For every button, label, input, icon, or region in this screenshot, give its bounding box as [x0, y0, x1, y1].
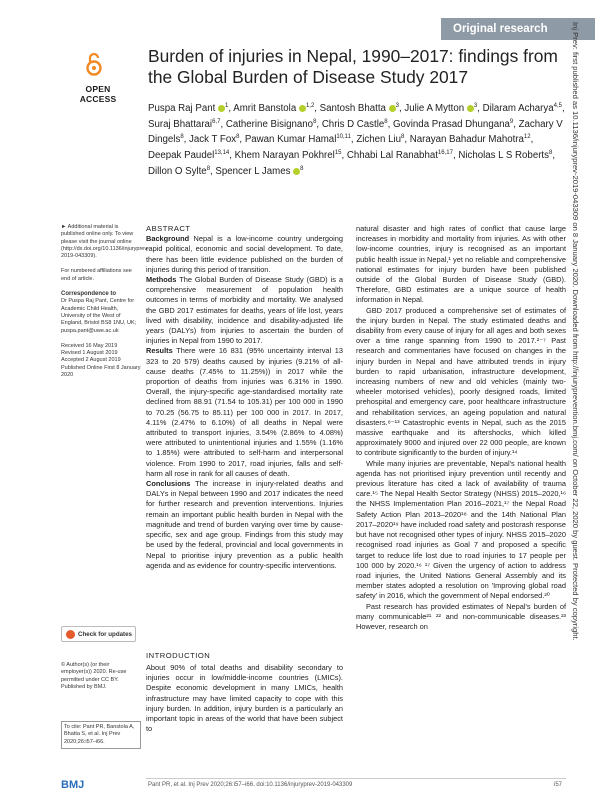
author-affiliation: 4,5: [553, 103, 562, 109]
copyright-note: © Author(s) (or their employer(s)) 2020. Re-use permitted under CC BY. Published by BMJ.: [61, 662, 127, 690]
author-name: Jack T Fox: [189, 134, 237, 146]
author-affiliation: 8: [401, 134, 405, 141]
bmj-logo: BMJ: [61, 779, 85, 791]
orcid-icon[interactable]: [389, 105, 396, 112]
author-affiliation: 15: [334, 149, 342, 156]
orcid-icon[interactable]: [467, 105, 474, 112]
conclusions-heading: Conclusions: [146, 479, 191, 489]
introduction-heading: INTRODUCTION: [146, 651, 211, 660]
abstract-heading: ABSTRACT: [146, 224, 191, 233]
author-name: Spencer L James: [215, 165, 291, 177]
author-affiliation: 3: [473, 103, 478, 109]
results-heading: Results: [146, 346, 173, 356]
author-name: Suraj Bhattarai: [148, 118, 213, 130]
conclusions-text: The increase in injury-related deaths and DALYs in Nepal between 1990 and 2017 indicates the need for further research and prevention interventions. Injuries remain an important public health burden in Nepal with the magnitude and trend of burden varying over time by cause-specific, sex and age group. Findings from this study may be used by the federal, provincial and local governments in Nepal to prioritise injury prevention as a public health agenda and as evidence for country-specific interventions.: [146, 479, 343, 570]
author-affiliation: 8: [236, 134, 240, 141]
author-affiliation: 6,7: [212, 118, 221, 125]
background-heading: Background: [146, 234, 190, 244]
introduction-text: About 90% of total deaths and disability secondary to injuries occur in low/middle-income countries (LMICs). Despite economic development in many LMICs, health infrastructure may have limited capacity to cope with this injury burden. In addition, injury burden is a particularly an important topic in areas of the world that have been subject to: [146, 663, 343, 734]
author-affiliation: 8: [313, 118, 317, 125]
author-name: Zichen Liu: [356, 134, 402, 146]
methods-heading: Methods: [146, 275, 177, 285]
side-stamp-text: Inj Prev: first published as 10.1136/injuryprev-2019-043309 on 8 January 2020. Downloaded from http://injuryprevention.bmj.com/ on October 22, 2020 by guest. Protected by copyright.: [571, 22, 580, 641]
open-access-label: OPEN ACCESS: [79, 84, 117, 104]
paragraph-1: natural disaster and high rates of conflict that cause large increases in morbidity and mortality from injuries. As with other low-income countries, injury is recognised as an important public health issue in Nepal,¹ yet no reliable and comprehensive national estimates for injury burden have been published outside of the Global Burden of Disease Study (GBD). Therefore, GBD estimates are a unique source of health information in Nepal.: [356, 224, 566, 305]
author-name: Dilaram Acharya: [482, 103, 554, 115]
author-list: Puspa Raj Pant $^1$, Amrit Banstola $^{1,2}$, Santosh Bhatta $^3$, Julie A Mytton $^3$, Dilaram Acharya$^{4,5}$, Suraj Bhattarai$^{6,7}$, Catherine Bisignano$^8$, Chris D Castle$^8$, Govinda Prasad Dhungana$^9$, Zachary V Dingels$^8$, Jack T Fox$^8$, Pawan Kumar Hamal$^{10,11}$, Zichen Liu$^8$, Narayan Bahadur Mahotra$^{12}$, Deepak Paudel$^{13,14}$, Khem Narayan Pokhrel$^{15}$, Chhabi Lal Ranabhat$^{16,17}$, Nicholas L S Roberts$^8$, Dillon O Sylte$^8$, Spencer L James $^8$: [148, 103, 565, 177]
author-name: Amrit Banstola: [233, 103, 297, 115]
page-number: i57: [554, 782, 563, 788]
author-affiliation: 13,14: [214, 149, 230, 156]
author-name: Zachary V Dingels: [148, 118, 563, 146]
author-name: Chhabi Lal Ranabhat: [346, 150, 438, 162]
footer-divider: [146, 778, 566, 779]
author-name: Catherine Bisignano: [225, 118, 314, 130]
author-name: Pawan Kumar Hamal: [244, 134, 337, 146]
open-access-lock-icon: [86, 52, 102, 76]
paragraph-2: GBD 2017 produced a comprehensive set of estimates of the injury burden in Nepal. The study estimated deaths and disability from every cause of injury for all ages and both sexes over a time range spanning from 1990 to 2017.²⁻⁷ Past research and commentaries have focused on changes in the injury burden in Nepal and have attributed trends in injury burden to rapid urbanisation, infrastructure development, increasing numbers of new and old vehicles (mainly two-wheeler motorised vehicles), poorly designed roads, limited prehospital and emergency care, poor healthcare infrastructure and rehabilitation services, an ageing population and natural disasters.⁸⁻¹³ Catastrophic events in Nepal, such as the 2015 massive earthquake and its aftershocks, which killed approximately 9000 and injured over 22 000 people, are known to contribute significantly to the burden of injury.¹⁴: [356, 305, 566, 458]
author-affiliation: 8: [384, 118, 388, 125]
author-affiliation: 9: [509, 118, 514, 125]
check-updates-icon: [66, 630, 75, 639]
author-name: Dillon O Sylte: [148, 165, 207, 177]
section-banner: Original research: [441, 18, 595, 40]
author-name: Puspa Raj Pant: [148, 103, 216, 115]
paragraph-4: Past research has provided estimates of Nepal's burden of many communicable²¹ ²² and non-communicable diseases.²³ However, research on: [356, 601, 566, 631]
author-affiliation: 8: [180, 134, 184, 141]
orcid-icon[interactable]: [218, 105, 225, 112]
author-name: Julie A Mytton: [404, 103, 465, 115]
author-name: Nicholas L S Roberts: [458, 150, 549, 162]
additional-material-note: [61, 224, 149, 379]
orcid-icon[interactable]: [299, 105, 306, 112]
article-title: Burden of injuries in Nepal, 1990–2017: findings from the Global Burden of Disease Study 2017: [148, 46, 558, 87]
results-text: There were 16 831 (95% uncertainty interval 13 323 to 20 579) deaths caused by injuries (9.21% of all-cause deaths (7.45% to 11.25%)) in 2017 while the proportion of deaths from injuries was 6.31% in 1990. Overall, the injury-specific age-standardised mortality rate declined from 88.91 (71.54 to 105.31) per 100 000 in 1990 to 70.25 (56.75 to 85.11) per 100 000 in 2017. In 2017, 4.11% (2.47% to 6.10%) of all deaths in Nepal were attributed to transport injuries, 3.54% (2.86% to 4.08%) were attributed to unintentional injuries and 1.55% (1.16% to 1.85%) were attributed to self-harm and interpersonal violence. From 1990 to 2017, road injuries, falls and self-harm all rose in rank for all causes of death.: [146, 346, 344, 478]
paragraph-3: While many injuries are preventable, Nepal's national health agenda has not prioritised injury prevention until recently and previous literature has cited a lack of availability of trauma care.¹⁵ The Nepal Health Sector Strategy (NHSS) 2015–2020,¹⁶ the NHSS Implementation Plan 2016–2021,¹⁷ the Nepal Road Safety Action Plan 2013–2020¹⁸ and the 14th National Plan 2017–2020¹⁹ have included road safety and postcrash response but have not recognised other types of injury. NHSS 2015–2020 recognised road injuries as Goal 7 and proposed a specific target to reduce life lost due to road injuries to 17 people per 100 000 by 2020.¹⁶ ¹⁷ Given the urgency of action to address road injuries, the United Nations General Assembly and its member states adopted a resolution on 'Improving global road safety' in 2016, which the government of Nepal endorsed.²⁰: [356, 458, 566, 601]
footer-citation: Pant PR, et al. Inj Prev 2020;26:i57–i66. doi:10.1136/injuryprev-2019-043309: [148, 782, 353, 788]
correspondence-text: Dr Puspa Raj Pant, Centre for Academic Child Health, University of the West of England, Bristol BS8 1NU, UK; puspa.pant@uwe.ac.uk: [61, 298, 137, 334]
author-affiliation: 8: [300, 165, 304, 172]
author-name: Deepak Paudel: [148, 150, 215, 162]
author-affiliation: 1,2: [305, 103, 315, 109]
background-text: Nepal is a low-income country undergoing rapid political, economic and social development. To date, there has been little evidence published on the burden of injuries during this period of transition.: [146, 234, 343, 274]
author-affiliation: 8: [206, 165, 211, 172]
introduction-continued: [356, 224, 566, 632]
author-name: Santosh Bhatta: [319, 103, 386, 115]
check-updates-label: Check for updates: [78, 631, 132, 638]
author-name: Narayan Bahadur Mahotra: [409, 134, 524, 146]
author-affiliation: 3: [395, 103, 399, 109]
article-dates: Received 16 May 2019 Revised 1 August 2019 Accepted 2 August 2019 Published Online First 8 January 2020: [61, 342, 141, 379]
author-name: Govinda Prasad Dhungana: [393, 118, 510, 130]
author-affiliation: 10,11: [336, 134, 351, 141]
side-stamp: [566, 14, 586, 790]
abstract: [146, 224, 343, 571]
author-affiliation: 1: [225, 103, 229, 109]
affiliations-note: For numbered affiliations see end of article.: [61, 268, 132, 282]
check-for-updates-button[interactable]: [61, 626, 136, 642]
author-name: Khem Narayan Pokhrel: [234, 150, 335, 162]
methods-text: The Global Burden of Disease Study (GBD) is a comprehensive measurement of population health outcomes in terms of morbidity and mortality. We analysed the GBD 2017 estimates for deaths, years of life lost, years lived with disability, incidence and disability-adjusted life years (DALYs) from injuries to ascertain the burden of injuries in Nepal from 1990 to 2017.: [146, 275, 343, 346]
cite-box: To cite: Pant PR, Banstola A, Bhatta S, et al. Inj Prev 2020;26:i57–i66.: [61, 721, 141, 749]
correspondence-heading: Correspondence to: [61, 291, 117, 298]
author-affiliation: 16,17: [437, 149, 453, 156]
additional-material-text: ► Additional material is published online only. To view please visit the journal online (http://dx.doi.org/10.1136/injuryprev-2019-043309).: [61, 224, 149, 260]
author-affiliation: 12: [523, 134, 531, 141]
author-name: Chris D Castle: [321, 118, 385, 130]
author-affiliation: 8: [548, 149, 553, 156]
